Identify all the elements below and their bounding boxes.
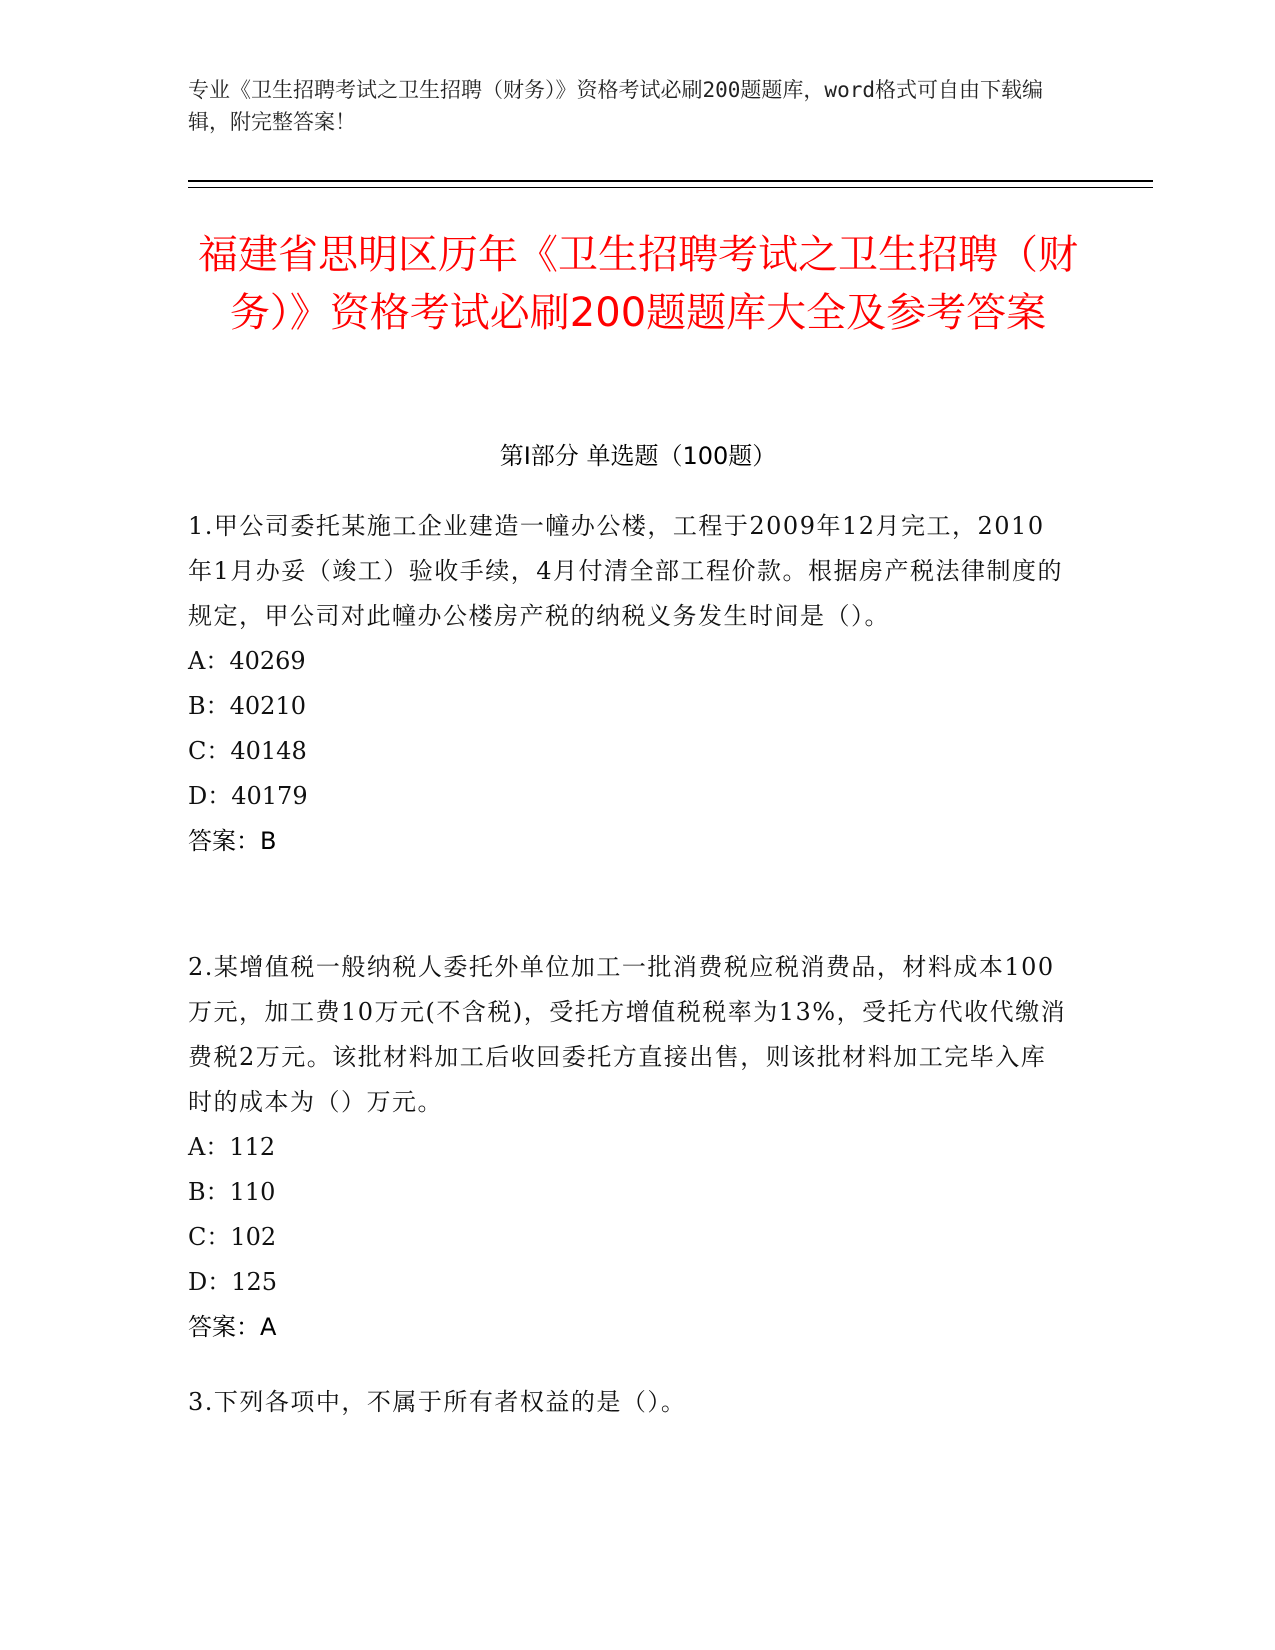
option-c: C：102 <box>188 1223 277 1251</box>
option-c: C：40148 <box>188 737 307 765</box>
option-d: D：40179 <box>188 782 308 810</box>
question-1 <box>188 504 1068 864</box>
option-a: A：112 <box>188 1133 276 1161</box>
option-b: B：40210 <box>188 692 306 720</box>
option-d: D：125 <box>188 1268 278 1296</box>
answer-line: 答案：A <box>188 1313 277 1341</box>
question-2 <box>188 945 1068 1350</box>
answer-line: 答案：B <box>188 827 277 855</box>
header-divider-thin <box>188 187 1153 188</box>
header-divider-thick <box>188 180 1153 182</box>
document-title: 福建省思明区历年《卫生招聘考试之卫生招聘（财务）》资格考试必刷200题题库大全及参考答案 <box>198 232 1078 336</box>
question-stem: 1.甲公司委托某施工企业建造一幢办公楼，工程于2009年12月完工，2010年1月办妥（竣工）验收手续，4月付清全部工程价款。根据房产税法律制度的规定，甲公司对此幢办公楼房产税的纳税义务发生时间是（）。 <box>188 512 1064 630</box>
question-3 <box>188 1380 1068 1425</box>
section-heading: 第Ⅰ部分 单选题（100题） <box>499 442 777 470</box>
header-note: 专业《卫生招聘考试之卫生招聘（财务）》资格考试必刷200题题库，word格式可自由下载编辑，附完整答案！ <box>188 78 1043 134</box>
question-stem: 2.某增值税一般纳税人委托外单位加工一批消费税应税消费品，材料成本100万元，加工费10万元(不含税)，受托方增值税税率为13%，受托方代收代缴消费税2万元。该批材料加工后收回委托方直接出售，则该批材料加工完毕入库时的成本为（）万元。 <box>188 953 1067 1116</box>
question-stem: 3.下列各项中，不属于所有者权益的是（）。 <box>188 1388 687 1416</box>
option-b: B：110 <box>188 1178 276 1206</box>
option-a: A：40269 <box>188 647 306 675</box>
